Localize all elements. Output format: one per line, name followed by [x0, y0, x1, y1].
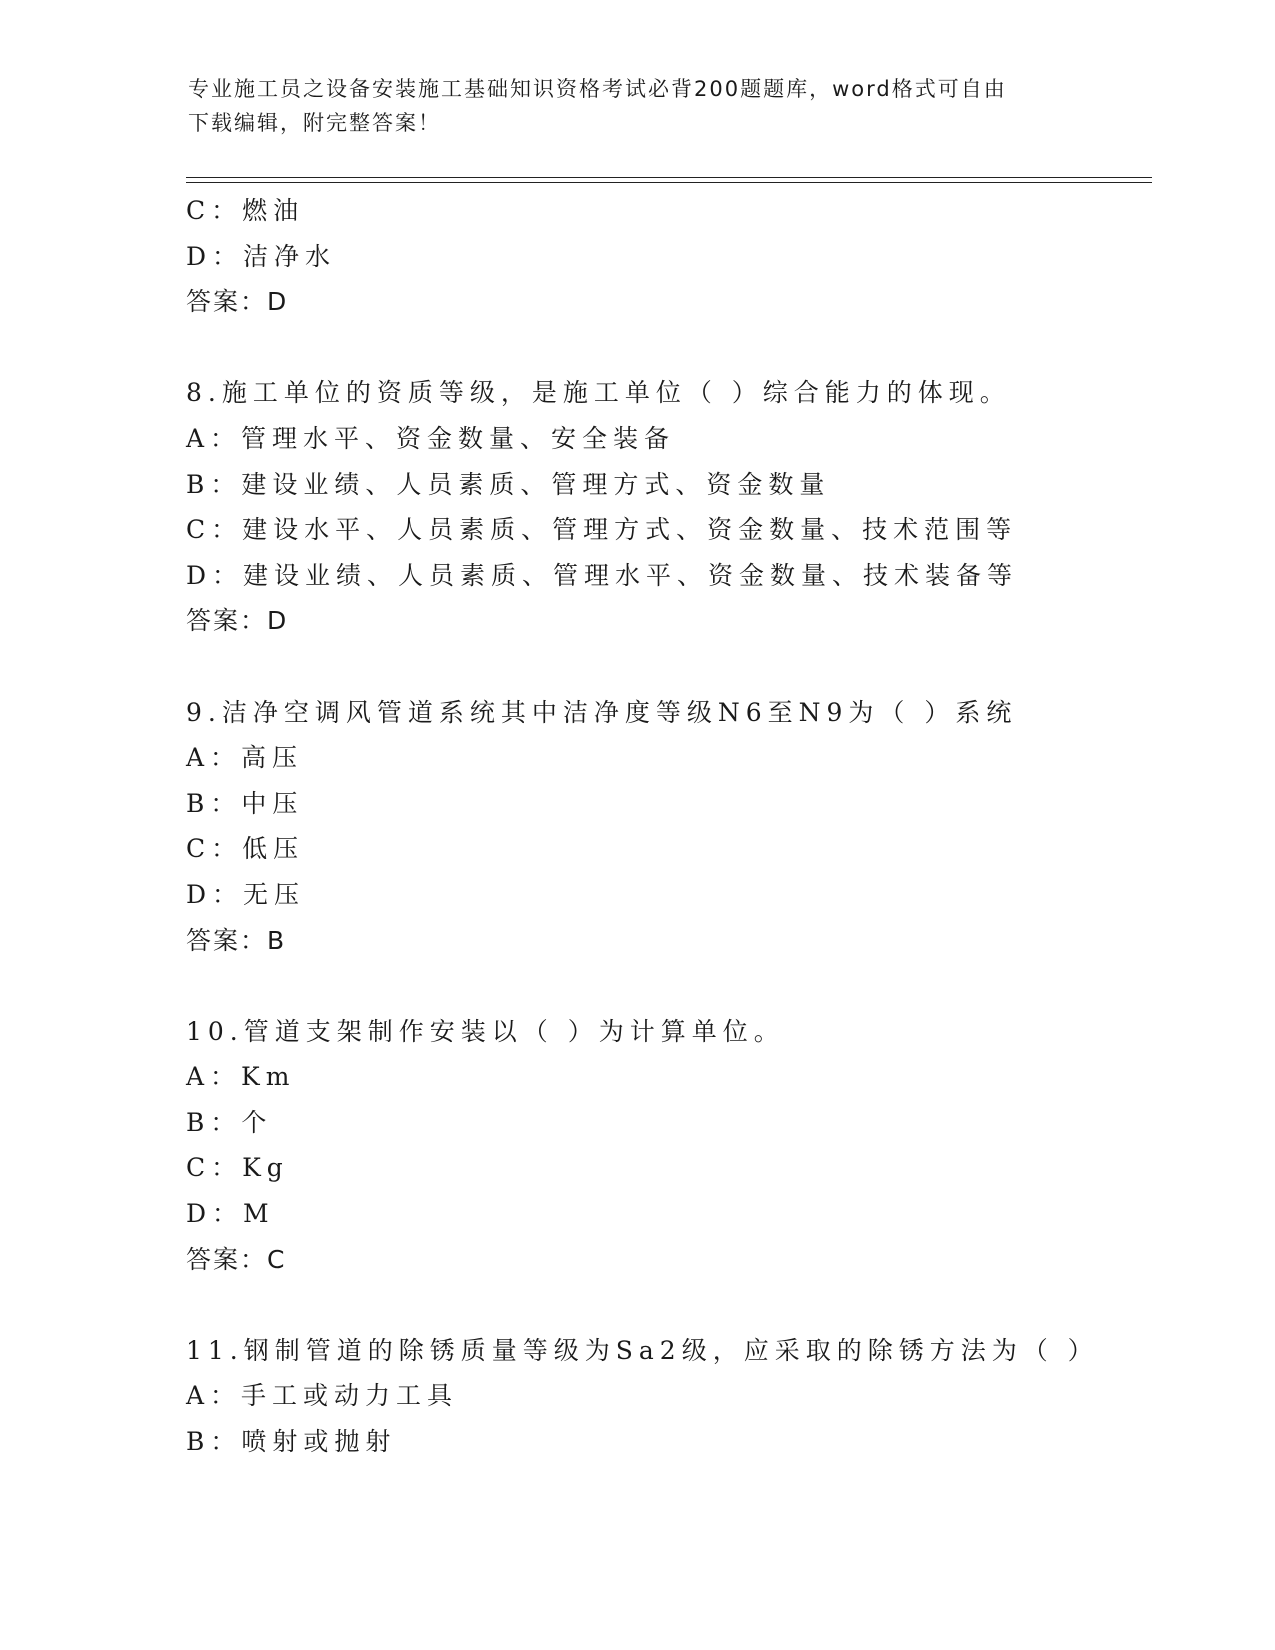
header-rule-top: [186, 177, 1152, 178]
option-d: D：M: [186, 1199, 275, 1229]
option-b: B：个: [186, 1107, 273, 1137]
option-a: A：手工或动力工具: [186, 1381, 459, 1411]
answer: 答案：C: [186, 1244, 287, 1274]
question-7-fragment: [186, 188, 1146, 325]
question-text: 8.施工单位的资质等级，是施工单位（ ）综合能力的体现。: [186, 378, 1011, 408]
option-c: C：低压: [186, 834, 305, 864]
header-rule-bottom: [186, 182, 1152, 183]
option-c: C：Kg: [186, 1153, 289, 1183]
document-header: [188, 72, 1068, 140]
option-d: D：无压: [186, 879, 306, 909]
option-a: A：Km: [186, 1062, 296, 1092]
question-11: [186, 1328, 1146, 1465]
question-spacer: [186, 325, 1146, 371]
question-9: [186, 690, 1146, 964]
question-text: 10.管道支架制作安装以（ ）为计算单位。: [186, 1016, 785, 1046]
option-b: B：中压: [186, 788, 304, 818]
header-line-2: 下载编辑，附完整答案！: [188, 111, 441, 135]
option-a: A：管理水平、资金数量、安全装备: [186, 423, 676, 453]
question-list: [186, 188, 1146, 1465]
question-spacer: [186, 1282, 1146, 1328]
answer: 答案：B: [186, 925, 287, 955]
question-8: [186, 370, 1146, 644]
option-a: A：高压: [186, 743, 304, 773]
answer: 答案：D: [186, 287, 289, 317]
option-d: D：建设业绩、人员素质、管理水平、资金数量、技术装备等: [186, 560, 1019, 590]
option-b: B：建设业绩、人员素质、管理方式、资金数量: [186, 469, 831, 499]
option-c: C：燃油: [186, 196, 305, 225]
question-text: 11.钢制管道的除锈质量等级为Sa2级，应采取的除锈方法为（ ）: [186, 1335, 1099, 1365]
option-b: B：喷射或抛射: [186, 1427, 397, 1457]
question-spacer: [186, 963, 1146, 1009]
option-c: C：建设水平、人员素质、管理方式、资金数量、技术范围等: [186, 515, 1018, 545]
question-10: [186, 1009, 1146, 1283]
option-d: D：洁净水: [186, 241, 337, 271]
answer: 答案：D: [186, 606, 289, 636]
question-spacer: [186, 644, 1146, 690]
question-text: 9.洁净空调风管道系统其中洁净度等级N6至N9为（ ）系统: [186, 697, 1018, 727]
header-line-1: 专业施工员之设备安装施工基础知识资格考试必背200题题库，word格式可自由: [188, 77, 1007, 101]
